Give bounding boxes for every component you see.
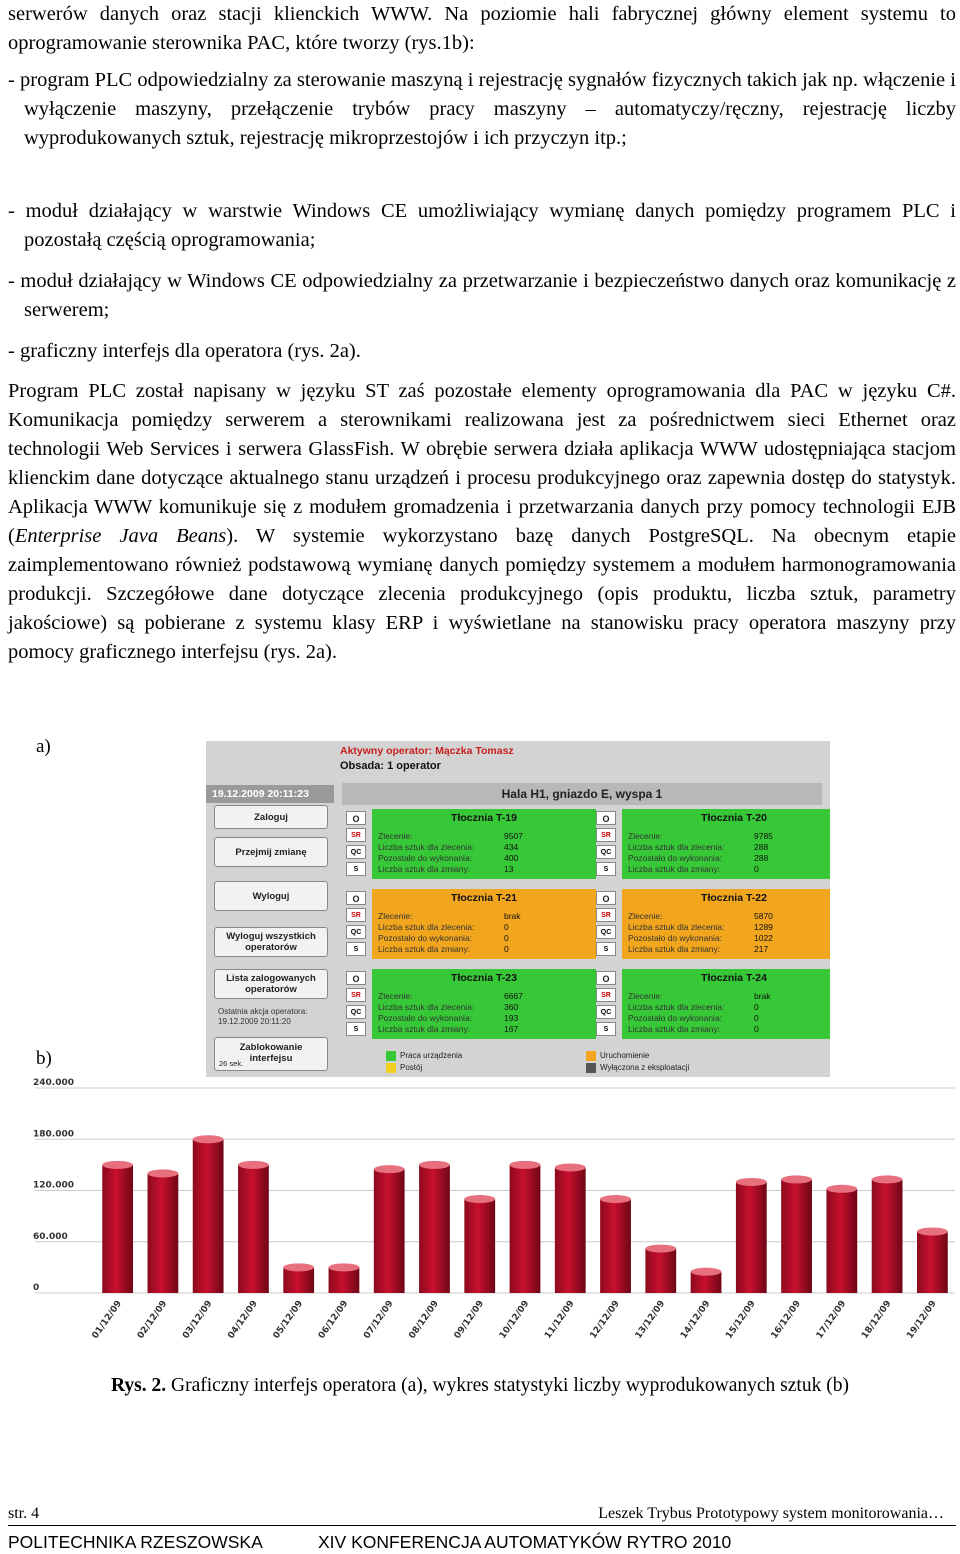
bar xyxy=(781,1179,812,1293)
machine-field-label: Liczba sztuk dla zmiany: xyxy=(378,1024,471,1034)
bar-top xyxy=(238,1161,269,1169)
machine-field-value: 0 xyxy=(504,922,509,932)
logout-button[interactable]: Wyloguj xyxy=(214,881,328,911)
machine-action-sr-button[interactable]: SR xyxy=(346,908,366,922)
machine-action-qc-button[interactable]: QC xyxy=(346,845,366,859)
machine-field-value: 288 xyxy=(754,853,769,863)
caption-text: Graficzny interfejs operatora (a), wykres statystyki liczby wyprodukowanych sztuk (b) xyxy=(166,1375,849,1396)
machine-field-value: 0 xyxy=(754,1002,759,1012)
machine-field-value: 434 xyxy=(504,842,519,852)
x-tick-label: 09/12/09 xyxy=(452,1298,487,1341)
x-tick-label: 10/12/09 xyxy=(497,1298,532,1341)
last-action xyxy=(218,1007,307,1027)
bar-top xyxy=(917,1228,948,1236)
machine-action-o-button[interactable]: O xyxy=(346,891,366,905)
login-button[interactable]: Zaloguj xyxy=(214,805,328,829)
bar-top xyxy=(555,1163,586,1171)
operator-interface xyxy=(206,741,830,1077)
legend-swatch-stop xyxy=(386,1063,396,1073)
machine-field-label: Liczba sztuk dla zlecenia: xyxy=(378,1002,475,1012)
machine-field-label: Zlecenie: xyxy=(628,991,663,1001)
machine-panel[interactable] xyxy=(622,969,830,1039)
machine-field-value: brak xyxy=(754,991,771,1001)
list-item-windows-ce-exchange: - moduł działający w warstwie Windows CE umożliwiający wymianę danych pomiędzy programem PLC i pozostałą częścią oprogramowania; xyxy=(8,200,956,251)
machine-field-label: Zlecenie: xyxy=(628,831,663,841)
lock-countdown: 26 sek. xyxy=(219,1059,244,1068)
machine-name: Tłocznia T-21 xyxy=(451,892,517,904)
y-tick-label: 180.000 xyxy=(33,1129,74,1140)
x-tick-label: 05/12/09 xyxy=(271,1298,306,1341)
machine-field-value: brak xyxy=(504,911,521,921)
x-tick-label: 02/12/09 xyxy=(135,1298,170,1341)
list-item-windows-ce-security: - moduł działający w Windows CE odpowiedzialny za przetwarzanie i bezpieczeństwo danych oraz komunikację z serwerem; xyxy=(8,270,956,321)
legend-label-startup: Uruchomienie xyxy=(600,1051,650,1060)
page-number: str. 4 xyxy=(8,1505,40,1522)
paragraph-implementation xyxy=(8,377,956,667)
machine-field-label: Pozostało do wykonania: xyxy=(628,1013,723,1023)
machine-field-label: Pozostało do wykonania: xyxy=(378,933,473,943)
machine-field-value: 0 xyxy=(504,933,509,943)
machine-field-value: 13 xyxy=(504,864,514,874)
x-tick-label: 18/12/09 xyxy=(860,1298,894,1341)
bar-top xyxy=(464,1195,495,1203)
machine-field-label: Pozostało do wykonania: xyxy=(628,933,723,943)
y-tick-label: 120.000 xyxy=(33,1180,74,1191)
hall-title: Hala H1, gniazdo E, wyspa 1 xyxy=(342,783,822,805)
x-tick-label: 12/12/09 xyxy=(588,1298,622,1341)
machine-action-o-button[interactable]: O xyxy=(596,971,616,985)
legend-swatch-work xyxy=(386,1051,396,1061)
machine-field-value: 9507 xyxy=(504,831,523,841)
x-tick-label: 08/12/09 xyxy=(407,1298,441,1341)
machine-field-value: 1289 xyxy=(754,922,773,932)
machine-field-value: 288 xyxy=(754,842,769,852)
y-tick-label: 60.000 xyxy=(33,1231,68,1242)
bar-top xyxy=(691,1268,722,1276)
machine-action-qc-button[interactable]: QC xyxy=(596,1005,616,1019)
bar xyxy=(555,1167,586,1293)
legend-label-work: Praca urządzenia xyxy=(400,1051,463,1060)
bar-top xyxy=(148,1169,179,1177)
caption-number: Rys. 2. xyxy=(111,1375,167,1396)
bar xyxy=(102,1165,133,1293)
machine-field-label: Pozostało do wykonania: xyxy=(378,853,473,863)
machine-field-label: Liczba sztuk dla zmiany: xyxy=(378,864,471,874)
machine-field-label: Zlecenie: xyxy=(628,911,663,921)
figure-caption xyxy=(0,1375,960,1397)
machine-action-s-button[interactable]: S xyxy=(346,862,366,876)
machine-name: Tłocznia T-22 xyxy=(701,892,767,904)
footer-university: POLITECHNIKA RZESZOWSKA xyxy=(8,1532,263,1552)
bar-top xyxy=(600,1195,631,1203)
machine-field-value: 0 xyxy=(754,864,759,874)
machine-name: Tłocznia T-24 xyxy=(701,972,767,984)
machine-field-label: Liczba sztuk dla zmiany: xyxy=(378,944,471,954)
bar xyxy=(736,1182,767,1293)
machine-action-sr-button[interactable]: SR xyxy=(596,908,616,922)
logout-all-button[interactable]: Wyloguj wszystkich operatorów xyxy=(214,927,328,957)
bar xyxy=(600,1199,631,1293)
paragraph-intro: serwerów danych oraz stacji klienckich WWW. Na poziomie hali fabrycznej główny element systemu to oprogramowanie sterownika PAC, które tworzy (rys.1b): xyxy=(8,3,956,54)
bar xyxy=(464,1199,495,1293)
bar xyxy=(193,1139,224,1293)
last-action-label: Ostatnia akcja operatora: xyxy=(218,1007,308,1016)
footer-conference: XIV KONFERENCJA AUTOMATYKÓW RYTRO 2010 xyxy=(318,1532,732,1552)
bar xyxy=(826,1189,857,1293)
machine-panel[interactable] xyxy=(622,809,830,879)
bar-top xyxy=(283,1263,314,1271)
take-shift-button[interactable]: Przejmij zmianę xyxy=(214,837,328,867)
x-tick-label: 19/12/09 xyxy=(905,1298,939,1341)
machine-field-value: 400 xyxy=(504,853,519,863)
footer-rule xyxy=(8,1525,956,1526)
machine-action-o-button[interactable]: O xyxy=(596,811,616,825)
machine-action-o-button[interactable]: O xyxy=(346,811,366,825)
machine-field-value: 217 xyxy=(754,944,769,954)
x-tick-label: 11/12/09 xyxy=(543,1298,577,1341)
last-action-time: 19.12.2009 20:11:20 xyxy=(218,1017,291,1026)
machine-field-value: 167 xyxy=(504,1024,519,1034)
machine-name: Tłocznia T-19 xyxy=(451,812,517,824)
x-tick-label: 13/12/09 xyxy=(633,1298,668,1341)
machine-panel[interactable] xyxy=(622,889,830,959)
x-tick-label: 17/12/09 xyxy=(814,1298,849,1341)
list-item-plc: - program PLC odpowiedzialny za sterowanie maszyną i rejestrację sygnałów fizycznych takich jak np. włączenie i wyłączenie maszyny, przełączenie trybów pracy maszyny – automatyczy/ręczny, rejestrację liczby wyprodukowanych sztuk, rejestrację mikroprzestojów i ich przyczyn itp.; xyxy=(8,69,956,149)
x-tick-label: 01/12/09 xyxy=(90,1298,125,1341)
machine-field-label: Zlecenie: xyxy=(378,831,413,841)
x-tick-label: 03/12/09 xyxy=(181,1298,215,1341)
machine-panel[interactable] xyxy=(372,809,596,879)
x-tick-label: 07/12/09 xyxy=(362,1298,396,1341)
paragraph-text-b: ). W systemie wykorzystano bazę danych PostgreSQL. Na obecnym etapie zaimplementowano również podstawową wymianę danych pomiędzy systemem a modułem harmonogramowania produkcji. Szczegółowe dane dotyczące zlecenia produkcyjnego (opis produktu, liczba sztuk, parametry jakościowe) są pobierane z systemu klasy ERP i wyświetlane na stanowisku pracy operatora maszyny przy pomocy graficznego interfejsu (rys. 2a). xyxy=(8,525,956,663)
legend-swatch-disabled xyxy=(586,1063,596,1073)
y-tick-label: 240.000 xyxy=(33,1078,74,1088)
machine-field-value: 9785 xyxy=(754,831,773,841)
x-tick-label: 06/12/09 xyxy=(316,1298,351,1341)
machine-action-sr-button[interactable]: SR xyxy=(596,828,616,842)
bar xyxy=(872,1179,903,1293)
bar xyxy=(510,1165,541,1293)
logged-list-button[interactable]: Lista zalogowanych operatorów xyxy=(214,969,328,999)
bar-top xyxy=(781,1175,812,1183)
machine-field-label: Pozostało do wykonania: xyxy=(378,1013,473,1023)
machine-field-label: Zlecenie: xyxy=(378,911,413,921)
x-tick-label: 16/12/09 xyxy=(769,1298,804,1341)
x-tick-label: 15/12/09 xyxy=(724,1298,758,1341)
machine-field-value: 1022 xyxy=(754,933,773,943)
machine-panel[interactable] xyxy=(372,969,596,1039)
bar-top xyxy=(193,1135,224,1143)
bar xyxy=(238,1165,269,1293)
machine-action-qc-button[interactable]: QC xyxy=(596,845,616,859)
lock-interface-label: Zablokowanie interfejsu xyxy=(239,1042,303,1064)
machine-action-sr-button[interactable]: SR xyxy=(596,988,616,1002)
machine-action-s-button[interactable]: S xyxy=(596,942,616,956)
running-header-author: Leszek Trybus Prototypowy system monitorowania… xyxy=(598,1505,944,1522)
machine-field-value: 0 xyxy=(504,944,509,954)
machine-panel[interactable] xyxy=(372,889,596,959)
bar xyxy=(374,1169,405,1293)
machine-field-value: 0 xyxy=(754,1024,759,1034)
bar xyxy=(917,1232,948,1294)
bar-top xyxy=(329,1263,360,1271)
datetime-display: 19.12.2009 20:11:23 xyxy=(206,785,334,803)
figure-label-b: b) xyxy=(36,1048,52,1069)
machine-name: Tłocznia T-20 xyxy=(701,812,767,824)
machine-field-value: 5870 xyxy=(754,911,773,921)
bar-top xyxy=(374,1165,405,1173)
machine-field-label: Liczba sztuk dla zlecenia: xyxy=(378,922,475,932)
machine-field-label: Liczba sztuk dla zmiany: xyxy=(628,864,721,874)
machine-field-value: 6667 xyxy=(504,991,523,1001)
bar-top xyxy=(872,1175,903,1183)
machine-field-label: Zlecenie: xyxy=(378,991,413,1001)
machine-action-o-button[interactable]: O xyxy=(346,971,366,985)
machine-action-qc-button[interactable]: QC xyxy=(346,925,366,939)
legend-label-disabled: Wyłączona z eksploatacji xyxy=(600,1063,690,1072)
bar-top xyxy=(645,1245,676,1253)
machine-action-qc-button[interactable]: QC xyxy=(346,1005,366,1019)
bar xyxy=(645,1249,676,1293)
machine-field-label: Liczba sztuk dla zlecenia: xyxy=(628,922,725,932)
machine-action-s-button[interactable]: S xyxy=(596,1022,616,1036)
y-tick-label: 0 xyxy=(33,1283,40,1293)
machine-field-label: Liczba sztuk dla zlecenia: xyxy=(628,842,725,852)
machine-action-sr-button[interactable]: SR xyxy=(346,828,366,842)
machine-action-o-button[interactable]: O xyxy=(596,891,616,905)
bar-top xyxy=(510,1161,541,1169)
figure-label-a: a) xyxy=(36,736,51,757)
machine-action-s-button[interactable]: S xyxy=(346,1022,366,1036)
machine-action-sr-button[interactable]: SR xyxy=(346,988,366,1002)
machine-action-s-button[interactable]: S xyxy=(596,862,616,876)
paragraph-text-a: Program PLC został napisany w języku ST zaś pozostałe elementy oprogramowania dla PAC w języku C#. Komunikacja pomiędzy serwerem a sterownikami realizowana jest za pośrednictwem sieci Ethernet oraz technologii Web Services i serwera GlassFish. W obrębie serwera działa aplikacja WWW udostępniająca stacjom klienckim dane dotyczące aktualnego stanu urządzeń i procesu produkcyjnego oraz zapewnia dostęp do statystyk. Aplikacja WWW komunikuje się z modułem gromadzenia i przetwarzania danych przy pomocy technologii EJB ( xyxy=(8,380,956,547)
machine-field-label: Liczba sztuk dla zlecenia: xyxy=(378,842,475,852)
paragraph-emphasis: Enterprise Java Beans xyxy=(14,525,227,547)
production-bar-chart xyxy=(0,1078,960,1378)
machine-name: Tłocznia T-23 xyxy=(451,972,517,984)
machine-field-label: Liczba sztuk dla zmiany: xyxy=(628,1024,721,1034)
machine-field-label: Pozostało do wykonania: xyxy=(628,853,723,863)
machine-action-qc-button[interactable]: QC xyxy=(596,925,616,939)
bar-top xyxy=(826,1185,857,1193)
machine-action-s-button[interactable]: S xyxy=(346,942,366,956)
bar xyxy=(148,1173,179,1293)
lock-interface-button[interactable] xyxy=(214,1037,328,1071)
ui-header xyxy=(206,741,830,777)
machine-field-label: Liczba sztuk dla zmiany: xyxy=(628,944,721,954)
machine-field-value: 360 xyxy=(504,1002,519,1012)
machine-field-value: 193 xyxy=(504,1013,519,1023)
bar xyxy=(419,1165,450,1293)
machine-field-value: 0 xyxy=(754,1013,759,1023)
bar-top xyxy=(102,1161,133,1169)
list-item-gui: - graficzny interfejs dla operatora (rys. 2a). xyxy=(8,340,361,362)
crew-count: Obsada: 1 operator xyxy=(340,760,441,772)
legend-label-stop: Postój xyxy=(400,1063,423,1072)
bar-top xyxy=(419,1161,450,1169)
machine-field-label: Liczba sztuk dla zlecenia: xyxy=(628,1002,725,1012)
bar-top xyxy=(736,1178,767,1186)
active-operator: Aktywny operator: Mączka Tomasz xyxy=(340,745,514,757)
legend-swatch-startup xyxy=(586,1051,596,1061)
x-tick-label: 14/12/09 xyxy=(678,1298,713,1341)
x-tick-label: 04/12/09 xyxy=(226,1298,260,1341)
